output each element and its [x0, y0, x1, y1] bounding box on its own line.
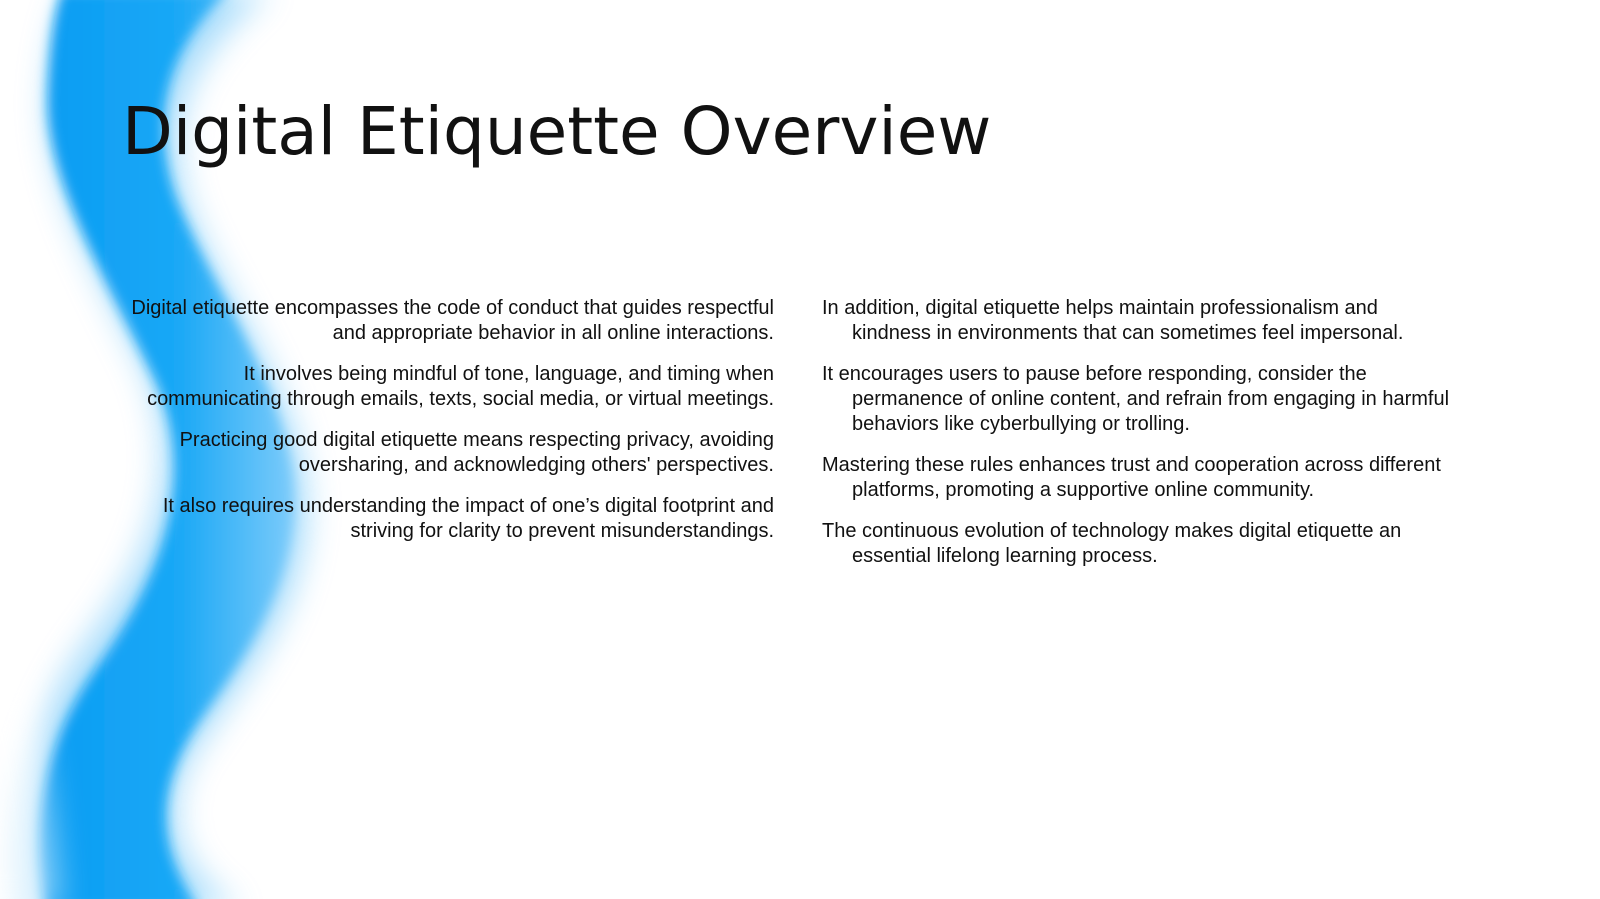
left-paragraph-3: Practicing good digital etiquette means respecting privacy, avoiding oversharing, and acknowledging others' perspectives.	[179, 429, 774, 476]
left-text-column	[130, 296, 774, 560]
right-paragraph-4: The continuous evolution of technology makes digital etiquette an essential lifelong learning process.	[822, 520, 1402, 567]
right-paragraph-3: Mastering these rules enhances trust and cooperation across different platforms, promoting a supportive online community.	[822, 454, 1441, 501]
right-text-column	[822, 296, 1462, 585]
slide-title: Digital Etiquette Overview	[122, 93, 992, 170]
left-paragraph-4: It also requires understanding the impact of one’s digital footprint and striving for clarity to prevent misunderstandings.	[162, 495, 774, 542]
right-paragraph-2: It encourages users to pause before responding, consider the permanence of online content, and refrain from engaging in harmful behaviors like cyberbullying or trolling.	[822, 363, 1450, 435]
left-paragraph-2: It involves being mindful of tone, language, and timing when communicating through emails, texts, social media, or virtual meetings.	[147, 363, 774, 410]
left-paragraph-1: Digital etiquette encompasses the code of conduct that guides respectful and appropriate behavior in all online interactions.	[131, 297, 774, 344]
right-paragraph-1: In addition, digital etiquette helps maintain professionalism and kindness in environments that can sometimes feel impersonal.	[822, 297, 1404, 344]
